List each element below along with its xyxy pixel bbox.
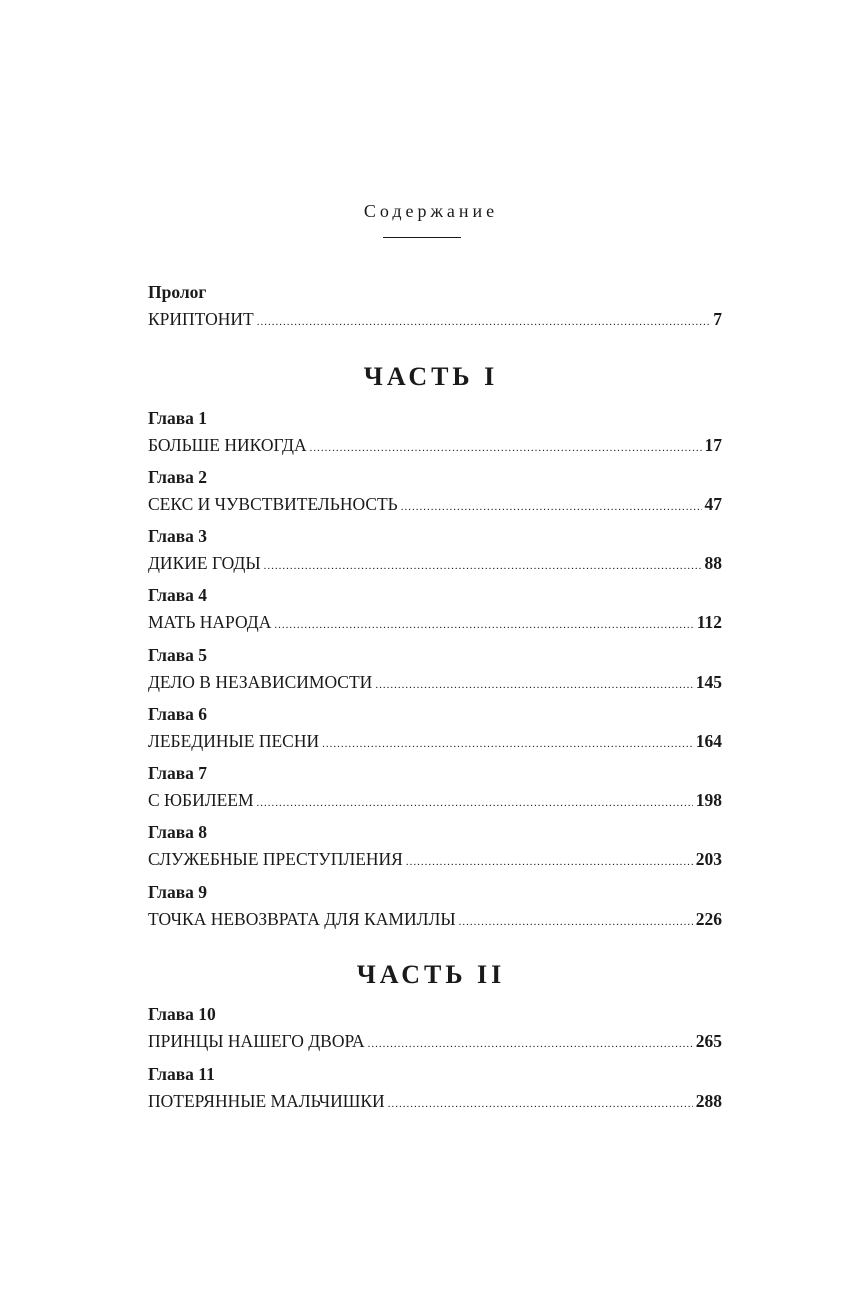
chapter-entry[interactable] (148, 583, 722, 637)
page-number: 145 (695, 672, 722, 692)
page-number: 17 (704, 435, 722, 455)
chapter-title-line (148, 1026, 722, 1056)
chapter-label: Глава 11 (148, 1064, 215, 1084)
entry-title: С ЮБИЛЕЕМ (148, 790, 254, 810)
toc-heading: Содержание (363, 201, 499, 221)
chapter-label: Глава 10 (148, 1004, 216, 1024)
chapter-label: Глава 9 (148, 882, 208, 902)
entry-title: СЛУЖЕБНЫЕ ПРЕСТУПЛЕНИЯ (148, 849, 403, 869)
page-number: 112 (696, 612, 722, 632)
page-number: 164 (695, 731, 722, 751)
entry-title: ДИКИЕ ГОДЫ (148, 553, 261, 573)
chapter-entry[interactable] (148, 702, 722, 756)
chapter-label: Глава 1 (148, 408, 208, 428)
chapter-entry[interactable] (148, 880, 722, 934)
chapter-label: Глава 8 (148, 822, 208, 842)
chapter-label: Глава 5 (148, 645, 208, 665)
dot-leader (274, 610, 693, 640)
entry-title: ПОТЕРЯННЫЕ МАЛЬЧИШКИ (148, 1091, 385, 1111)
chapter-label: Глава 2 (148, 467, 208, 487)
chapter-title-line (148, 785, 722, 815)
dot-leader (310, 433, 702, 463)
dot-leader (406, 847, 693, 877)
chapter-label: Глава 4 (148, 585, 208, 605)
chapter-label: Глава 3 (148, 526, 208, 546)
entry-title: БОЛЬШЕ НИКОГДА (148, 435, 307, 455)
entry-title: ТОЧКА НЕВОЗВРАТА ДЛЯ КАМИЛЛЫ (148, 909, 456, 929)
page-number: 47 (704, 494, 722, 514)
chapter-title-line (148, 904, 722, 934)
entry-title: СЕКС И ЧУВСТВИТЕЛЬНОСТЬ (148, 494, 398, 514)
chapter-title-line (148, 489, 722, 519)
dot-leader (257, 788, 693, 818)
chapter-title-line (148, 548, 722, 578)
entry-title: КРИПТОНИТ (148, 309, 254, 329)
prologue-label: Пролог (148, 282, 207, 302)
chapter-entry[interactable] (148, 524, 722, 578)
dot-leader (264, 551, 702, 581)
entry-title: МАТЬ НАРОДА (148, 612, 272, 632)
chapter-label: Глава 6 (148, 704, 208, 724)
chapter-title-line (148, 430, 722, 460)
chapter-label: Глава 7 (148, 763, 208, 783)
chapter-entry[interactable] (148, 465, 722, 519)
entry-title: ПРИНЦЫ НАШЕГО ДВОРА (148, 1031, 365, 1051)
chapter-entry[interactable] (148, 1002, 722, 1056)
prologue-entry[interactable] (148, 280, 722, 334)
page-number: 88 (704, 553, 722, 573)
page-number: 203 (695, 849, 722, 869)
part-heading: ЧАСТЬ I (363, 362, 499, 391)
part-heading: ЧАСТЬ II (356, 960, 506, 989)
dot-leader (375, 670, 692, 700)
chapter-title-line (148, 726, 722, 756)
chapter-entry[interactable] (148, 643, 722, 697)
chapter-title-line (148, 667, 722, 697)
page-number: 7 (713, 309, 722, 329)
chapter-entry[interactable] (148, 761, 722, 815)
entry-title: ДЕЛО В НЕЗАВИСИМОСТИ (148, 672, 373, 692)
dot-leader (459, 907, 693, 937)
chapter-title-line (148, 1086, 722, 1116)
prologue-title-line (148, 304, 722, 334)
chapter-title-line (148, 607, 722, 637)
dot-leader (368, 1029, 693, 1059)
heading-underline (383, 237, 461, 238)
dot-leader (388, 1089, 693, 1119)
page-number: 226 (695, 909, 722, 929)
dot-leader (322, 729, 693, 759)
page-number: 265 (695, 1031, 722, 1051)
dot-leader (401, 492, 702, 522)
page-number: 288 (695, 1091, 722, 1111)
chapter-entry[interactable] (148, 820, 722, 874)
chapter-entry[interactable] (148, 1062, 722, 1116)
entry-title: ЛЕБЕДИНЫЕ ПЕСНИ (148, 731, 320, 751)
page-number: 198 (695, 790, 722, 810)
chapter-entry[interactable] (148, 406, 722, 460)
dot-leader (257, 307, 711, 337)
chapter-title-line (148, 844, 722, 874)
